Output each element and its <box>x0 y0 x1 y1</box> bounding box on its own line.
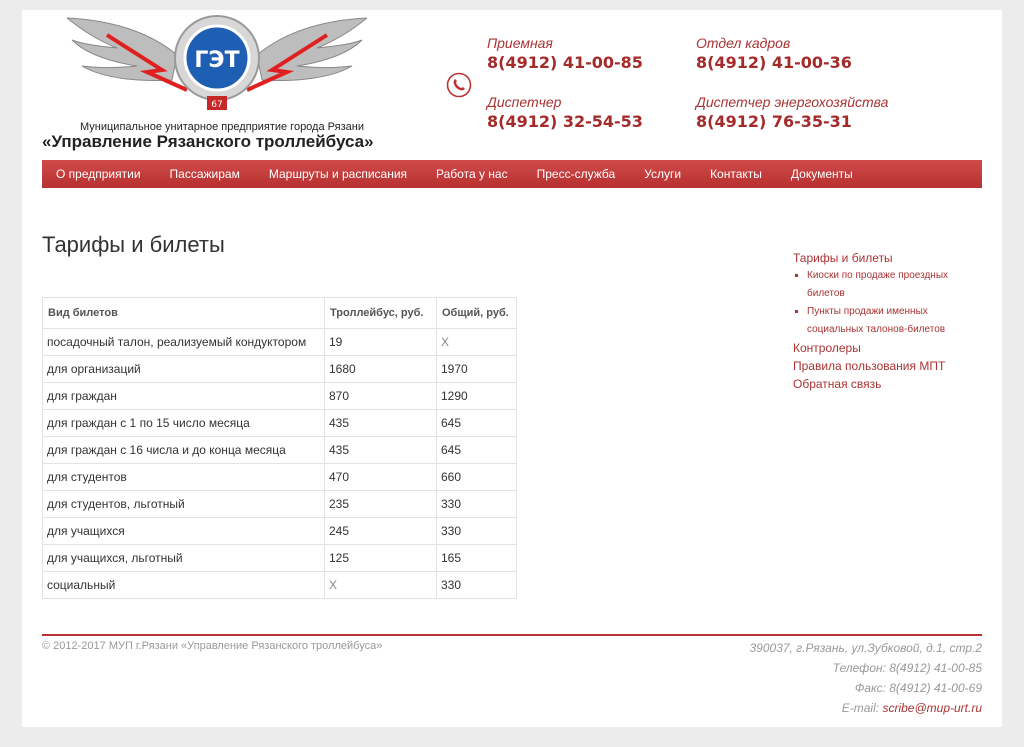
contact-label: Приемная <box>487 35 553 51</box>
sidebar-item-feedback[interactable]: Обратная связь <box>793 377 882 391</box>
contact-energy-dispatcher <box>696 93 888 133</box>
contact-label: Диспетчер <box>487 94 562 110</box>
nav-item-documents[interactable]: Документы <box>790 167 853 181</box>
combined-price-cell: 1970 <box>437 356 517 383</box>
sidebar-subitem <box>807 267 983 303</box>
footer-email-line <box>750 698 983 718</box>
ticket-type-cell: для студентов <box>43 464 325 491</box>
trolleybus-emblem-icon <box>67 10 367 120</box>
ticket-type-cell: социальный <box>43 572 325 599</box>
table-row <box>43 410 517 437</box>
table-row <box>43 437 517 464</box>
contact-number[interactable]: 8(4912) 76-35-31 <box>696 112 852 131</box>
ticket-type-cell: для студентов, льготный <box>43 491 325 518</box>
table-header-row <box>43 298 517 329</box>
nav-item-contacts[interactable]: Контакты <box>710 167 762 181</box>
page-title: Тарифы и билеты <box>42 232 225 257</box>
trolleybus-price-cell: 125 <box>325 545 437 572</box>
column-header: Троллейбус, руб. <box>325 298 437 329</box>
combined-price-cell: 165 <box>437 545 517 572</box>
table-row <box>43 545 517 572</box>
trolleybus-price-cell: 435 <box>325 437 437 464</box>
trolleybus-price-cell: 870 <box>325 383 437 410</box>
phone-icon <box>446 72 472 98</box>
main-nav <box>42 160 982 188</box>
nav-item-press[interactable]: Пресс-служба <box>536 167 616 181</box>
org-subtitle: Муниципальное унитарное предприятие города Рязани <box>80 121 364 133</box>
combined-price-cell: 660 <box>437 464 517 491</box>
table-row <box>43 329 517 356</box>
contact-reception <box>487 34 643 74</box>
footer-email-link[interactable]: scribe@mup-urt.ru <box>882 701 982 715</box>
table-row <box>43 491 517 518</box>
contact-number[interactable]: 8(4912) 41-00-85 <box>487 53 643 72</box>
combined-price-cell: Х <box>437 329 517 356</box>
table-row <box>43 572 517 599</box>
combined-price-cell: 330 <box>437 491 517 518</box>
footer-phone: Телефон: 8(4912) 41-00-85 <box>832 661 982 675</box>
sidebar-subitem-kiosks[interactable]: Киоски по продаже проездных билетов <box>807 270 949 299</box>
footer-divider <box>42 634 982 636</box>
trolleybus-price-cell: 245 <box>325 518 437 545</box>
ticket-type-cell: для граждан <box>43 383 325 410</box>
footer-fax: Факс: 8(4912) 41-00-69 <box>854 681 982 695</box>
trolleybus-price-cell: 435 <box>325 410 437 437</box>
combined-price-cell: 645 <box>437 410 517 437</box>
ticket-type-cell: для граждан с 1 по 15 число месяца <box>43 410 325 437</box>
nav-item-passengers[interactable]: Пассажирам <box>169 167 240 181</box>
column-header: Вид билетов <box>43 298 325 329</box>
footer-copyright: © 2012-2017 МУП г.Рязани «Управление Рязанского троллейбуса» <box>42 640 383 652</box>
org-title: «Управление Рязанского троллейбуса» <box>42 132 374 151</box>
nav-item-routes[interactable]: Маршруты и расписания <box>268 167 408 181</box>
sidebar-submenu <box>793 267 983 339</box>
svg-text:67: 67 <box>211 100 223 110</box>
contact-number[interactable]: 8(4912) 32-54-53 <box>487 112 643 131</box>
trolleybus-price-cell: 19 <box>325 329 437 356</box>
contact-dispatcher <box>487 93 643 133</box>
combined-price-cell: 330 <box>437 518 517 545</box>
tariffs-table <box>42 297 517 599</box>
contact-label: Отдел кадров <box>696 35 791 51</box>
sidebar-subitem <box>807 303 983 339</box>
svg-text:ГЭТ: ГЭТ <box>194 48 240 73</box>
combined-price-cell: 645 <box>437 437 517 464</box>
footer-email-label: E-mail: <box>841 701 880 715</box>
table-row <box>43 464 517 491</box>
combined-price-cell: 1290 <box>437 383 517 410</box>
table-row <box>43 518 517 545</box>
sidebar-subitem-social-tickets[interactable]: Пункты продажи именных социальных талонов-билетов <box>807 306 946 335</box>
trolleybus-price-cell: 1680 <box>325 356 437 383</box>
footer-address-block <box>750 638 983 718</box>
combined-price-cell: 330 <box>437 572 517 599</box>
ticket-type-cell: для граждан с 16 числа и до конца месяца <box>43 437 325 464</box>
ticket-type-cell: посадочный талон, реализуемый кондуктором <box>43 329 325 356</box>
nav-item-services[interactable]: Услуги <box>644 167 682 181</box>
ticket-type-cell: для учащихся <box>43 518 325 545</box>
ticket-type-cell: для учащихся, льготный <box>43 545 325 572</box>
contact-number[interactable]: 8(4912) 41-00-36 <box>696 53 852 72</box>
contact-label: Диспетчер энергохозяйства <box>696 94 889 110</box>
table-body <box>43 329 517 599</box>
sidebar-item-controllers[interactable]: Контролеры <box>793 341 861 355</box>
nav-item-about[interactable]: О предприятии <box>56 167 141 181</box>
sidebar-item-tariffs[interactable]: Тарифы и билеты <box>793 251 893 265</box>
table-row <box>43 356 517 383</box>
trolleybus-price-cell: 235 <box>325 491 437 518</box>
nav-item-jobs[interactable]: Работа у нас <box>436 167 508 181</box>
sidebar-item-rules[interactable]: Правила пользования МПТ <box>793 359 946 373</box>
table-row <box>43 383 517 410</box>
trolleybus-price-cell: 470 <box>325 464 437 491</box>
column-header: Общий, руб. <box>437 298 517 329</box>
footer-address: 390037, г.Рязань, ул.Зубковой, д.1, стр.2 <box>749 641 982 655</box>
ticket-type-cell: для организаций <box>43 356 325 383</box>
sidebar <box>793 249 983 393</box>
contact-hr <box>696 34 852 74</box>
trolleybus-price-cell: Х <box>325 572 437 599</box>
